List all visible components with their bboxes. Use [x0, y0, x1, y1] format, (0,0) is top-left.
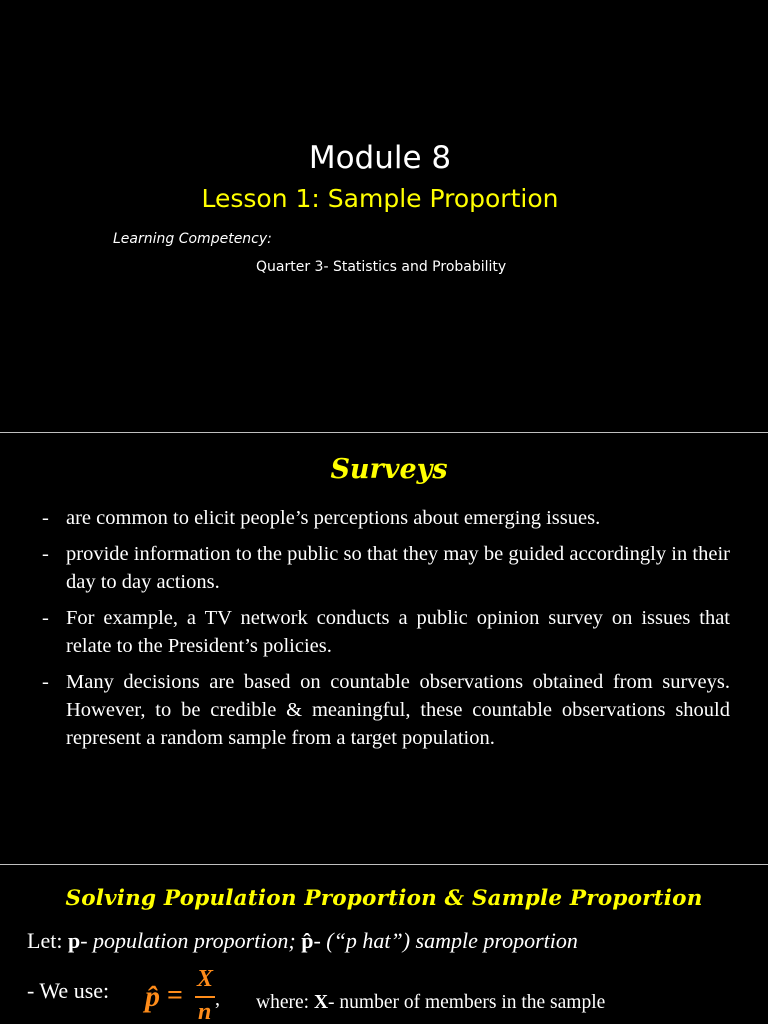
quarter-subtitle: Quarter 3- Statistics and Probability	[256, 259, 507, 275]
bullet-item	[42, 668, 730, 752]
x-description: - number of members in the sample	[328, 992, 606, 1013]
bullet-text: provide information to the public so that they may be guided accordingly in their day to day actions.	[66, 543, 730, 593]
we-use-label: - We use:	[27, 978, 110, 1003]
slide-title	[0, 0, 768, 432]
slide-divider	[0, 864, 768, 865]
where-label: where:	[256, 992, 310, 1013]
slide-proportion	[0, 866, 768, 1024]
bullet-text: are common to elicit people’s perceptions about emerging issues.	[66, 507, 601, 529]
definitions-line	[27, 928, 578, 954]
bullet-text: For example, a TV network conducts a public opinion survey on issues that relate to the President’s policies.	[66, 607, 730, 657]
formula-comma: ,	[215, 988, 220, 1010]
x-symbol: X	[313, 992, 329, 1013]
surveys-title: Surveys	[330, 454, 448, 485]
fraction-bar	[195, 996, 215, 998]
slide-surveys	[0, 434, 768, 864]
bullet-dash: -	[42, 507, 49, 529]
formula-denominator: n	[198, 999, 212, 1024]
bullet-item	[42, 504, 730, 532]
bullet-item	[42, 540, 730, 596]
where-line	[256, 992, 605, 1014]
module-title: Module 8	[308, 140, 452, 176]
formula-p-hat: p̂	[145, 980, 160, 1013]
bullet-text: Many decisions are based on countable observations obtained from surveys. However, to be credible & meaningful, these countable observations should represent a random sample from a target population.	[66, 671, 730, 749]
formula-equals: =	[167, 980, 183, 1011]
let-label: Let:	[27, 928, 63, 953]
bullet-dash: -	[42, 543, 49, 565]
surveys-bullet-list	[42, 504, 730, 760]
p-hat-description: - (“p hat”) sample proportion	[313, 928, 578, 953]
bullet-item	[42, 604, 730, 660]
p-hat-symbol: p̂	[301, 928, 314, 953]
formula-numerator: X	[197, 966, 214, 992]
proportion-title: Solving Population Proportion & Sample Proportion	[65, 886, 703, 911]
bullet-dash: -	[42, 671, 49, 693]
lesson-title: Lesson 1: Sample Proportion	[201, 184, 559, 213]
p-symbol: p	[67, 928, 81, 953]
bullet-dash: -	[42, 607, 49, 629]
learning-competency-label: Learning Competency:	[113, 231, 272, 247]
slide-divider	[0, 432, 768, 433]
p-description: - population proportion;	[80, 928, 296, 953]
